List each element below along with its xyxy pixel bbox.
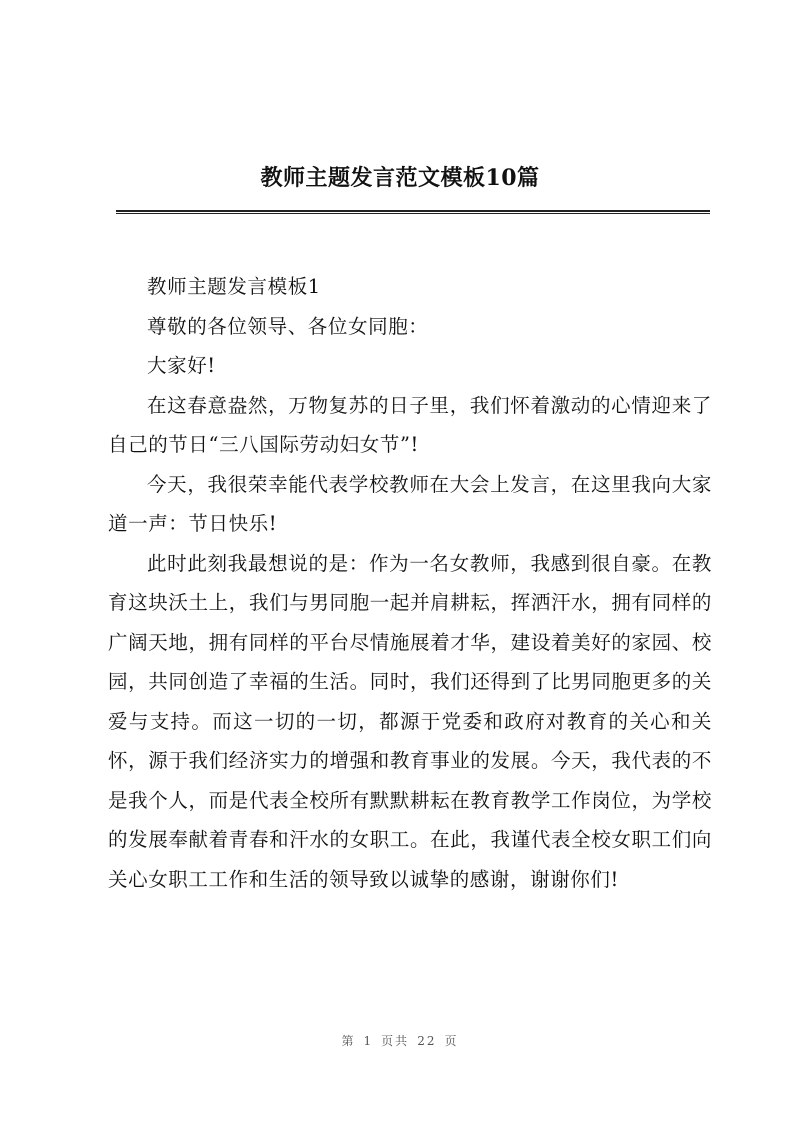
page-footer bbox=[0, 1032, 800, 1049]
body-paragraph: 今天，我很荣幸能代表学校教师在大会上发言，在这里我向大家道一声：节日快乐! bbox=[108, 472, 712, 535]
document-body bbox=[108, 267, 712, 899]
footer-current-page: 1 bbox=[363, 1034, 374, 1048]
footer-middle: 页共 bbox=[381, 1034, 410, 1048]
footer-prefix: 第 bbox=[341, 1034, 356, 1048]
document-title: 教师主题发言范文模板10篇 bbox=[260, 165, 540, 191]
section-heading: 教师主题发言模板1 bbox=[147, 275, 321, 298]
greeting: 大家好! bbox=[147, 354, 216, 377]
body-paragraph: 此时此刻我最想说的是：作为一名女教师，我感到很自豪。在教育这块沃土上，我们与男同胞一起并肩耕耘，挥洒汗水，拥有同样的广阔天地，拥有同样的平台尽情施展着才华，建设着美好的家园、校园，共同创造了幸福的生活。同时，我们还得到了比男同胞更多的关爱与支持。而这一切的一切，都源于党委和政府对教育的关心和关怀，源于我们经济实力的增强和教育事业的发展。今天，我代表的不是我个人，而是代表全校所有默默耕耘在教育教学工作岗位，为学校的发展奉献着青春和汗水的女职工。在此，我谨代表全校女职工们向关心女职工工作和生活的领导致以诚挚的感谢，谢谢你们! bbox=[108, 551, 712, 891]
footer-suffix: 页 bbox=[444, 1034, 459, 1048]
body-paragraph: 在这春意盎然，万物复苏的日子里，我们怀着激动的心情迎来了自己的节日“三八国际劳动妇女节”! bbox=[108, 393, 712, 456]
footer-total-pages: 22 bbox=[417, 1034, 437, 1048]
title-divider bbox=[116, 210, 710, 214]
salutation: 尊敬的各位领导、各位女同胞： bbox=[147, 314, 429, 338]
